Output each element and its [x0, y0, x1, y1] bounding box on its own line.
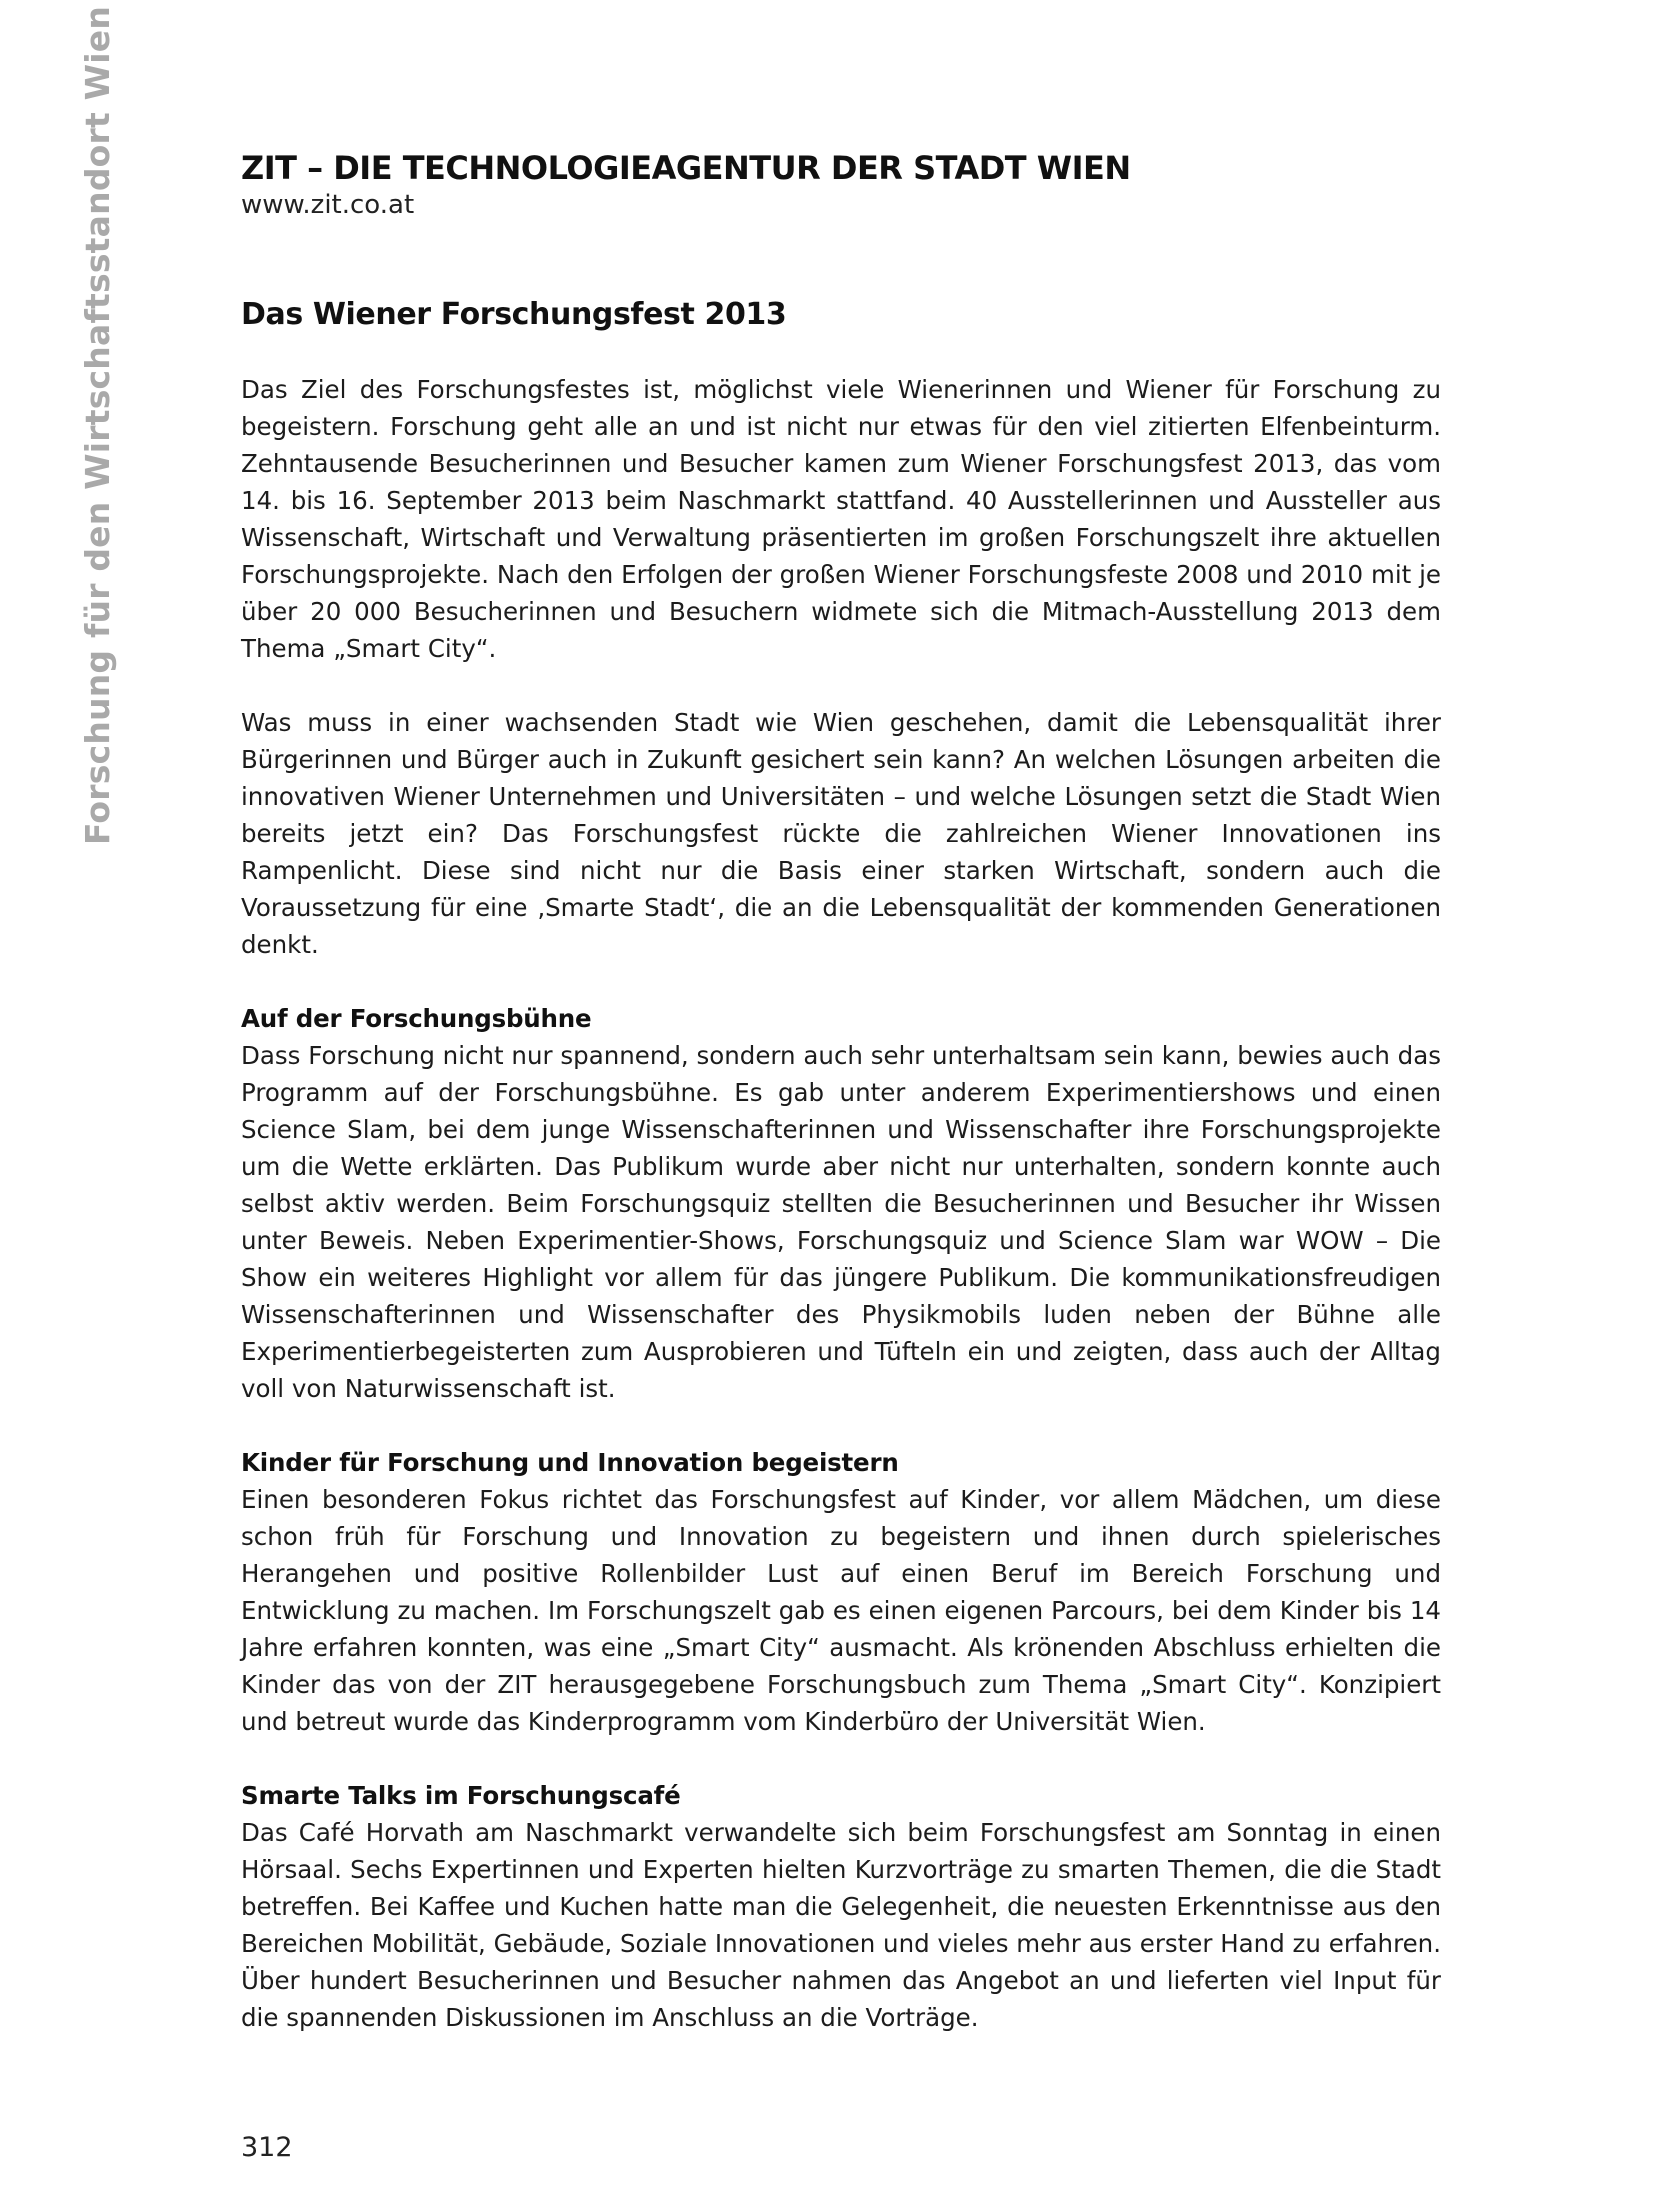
article-title: Das Wiener Forschungsfest 2013 — [241, 297, 787, 332]
intro-paragraph-1: Das Ziel des Forschungsfestes ist, möglichst viele Wienerinnen und Wiener für Forschung zu begeistern. Forschung geht alle an und ist nicht nur etwas für den viel zitierten Elfenbeinturm. Zehntausende Besucherinnen und Besucher kamen zum Wiener Forschungsfest 2013, das vom 14. bis 16. September 2013 beim Naschmarkt stattfand. 40 Ausstellerinnen und Aussteller aus Wissenschaft, Wirtschaft und Verwaltung präsentierten im großen Forschungszelt ihre aktuellen Forschungsprojekte. Nach den Erfolgen der großen Wiener Forschungsfeste 2008 und 2010 mit je über 20 000 Besucherinnen und Besuchern widmete sich die Mitmach-Ausstellung 2013 dem Thema „Smart City“. — [241, 375, 1441, 663]
paragraph-spacer — [241, 963, 1441, 1000]
side-title-text: Forschung für den Wirtschaftsstandort Wien — [78, 5, 117, 845]
section-heading-forschungscafe: Smarte Talks im Forschungscafé — [241, 1781, 681, 1810]
page-number: 312 — [241, 2132, 293, 2163]
organization-url: www.zit.co.at — [241, 190, 415, 220]
section-heading-kinder: Kinder für Forschung und Innovation begeistern — [241, 1448, 899, 1477]
paragraph-spacer — [241, 1407, 1441, 1444]
section-text-forschungscafe: Das Café Horvath am Naschmarkt verwandelte sich beim Forschungsfest am Sonntag in einen Hörsaal. Sechs Expertinnen und Experten hielten Kurzvorträge zu smarten Themen, die die Stadt betreffen. Bei Kaffee und Kuchen hatte man die Gelegenheit, die neuesten Erkenntnisse aus den Bereichen Mobilität, Gebäude, Soziale Innovationen und vieles mehr aus erster Hand zu erfahren. Über hundert Besucherinnen und Besucher nahmen das Angebot an und lieferten viel Input für die spannenden Diskussionen im Anschluss an die Vorträge. — [241, 1818, 1441, 2032]
section-text-kinder: Einen besonderen Fokus richtet das Forschungsfest auf Kinder, vor allem Mädchen, um diese schon früh für Forschung und Innovation zu begeistern und ihnen durch spielerisches Herangehen und positive Rollenbilder Lust auf einen Beruf im Bereich Forschung und Entwicklung zu machen. Im Forschungszelt gab es einen eigenen Parcours, bei dem Kinder bis 14 Jahre erfahren konnten, was eine „Smart City“ ausmacht. Als krönenden Abschluss erhielten die Kinder das von der ZIT herausgegebene Forschungsbuch zum Thema „Smart City“. Konzipiert und betreut wurde das Kinderprogramm vom Kinderbüro der Universität Wien. — [241, 1485, 1441, 1736]
section-text-forschungsbuehne: Dass Forschung nicht nur spannend, sondern auch sehr unterhaltsam sein kann, bewies auch das Programm auf der Forschungsbühne. Es gab unter anderem Experimentiershows und einen Science Slam, bei dem junge Wissenschafterinnen und Wissenschafter ihre Forschungsprojekte um die Wette erklärten. Das Publikum wurde aber nicht nur unterhalten, sondern konnte auch selbst aktiv werden. Beim Forschungsquiz stellten die Besucherinnen und Besucher ihr Wissen unter Beweis. Neben Experimentier-Shows, Forschungsquiz und Science Slam war WOW – Die Show ein weiteres Highlight vor allem für das jüngere Publikum. Die kommunikationsfreudigen Wissenschafterinnen und Wissenschafter des Physikmobils luden neben der Bühne alle Experimentierbegeisterten zum Ausprobieren und Tüfteln ein und zeigten, dass auch der Alltag voll von Naturwissenschaft ist. — [241, 1041, 1441, 1403]
paragraph-spacer — [241, 1740, 1441, 1777]
organization-title: ZIT – DIE TECHNOLOGIEAGENTUR DER STADT WIEN — [241, 149, 1131, 187]
paragraph-spacer — [241, 667, 1441, 704]
section-heading-forschungsbuehne: Auf der Forschungsbühne — [241, 1004, 592, 1033]
page-content — [241, 140, 1441, 2036]
intro-paragraph-2: Was muss in einer wachsenden Stadt wie Wien geschehen, damit die Lebensqualität ihrer Bürgerinnen und Bürger auch in Zukunft gesichert sein kann? An welchen Lösungen arbeiten die innovativen Wiener Unternehmen und Universitäten – und welche Lösungen setzt die Stadt Wien bereits jetzt ein? Das Forschungsfest rückte die zahlreichen Wiener Innovationen ins Rampenlicht. Diese sind nicht nur die Basis einer starken Wirtschaft, sondern auch die Voraussetzung für eine ‚Smarte Stadt‘, die an die Lebensqualität der kommenden Generationen denkt. — [241, 708, 1441, 959]
